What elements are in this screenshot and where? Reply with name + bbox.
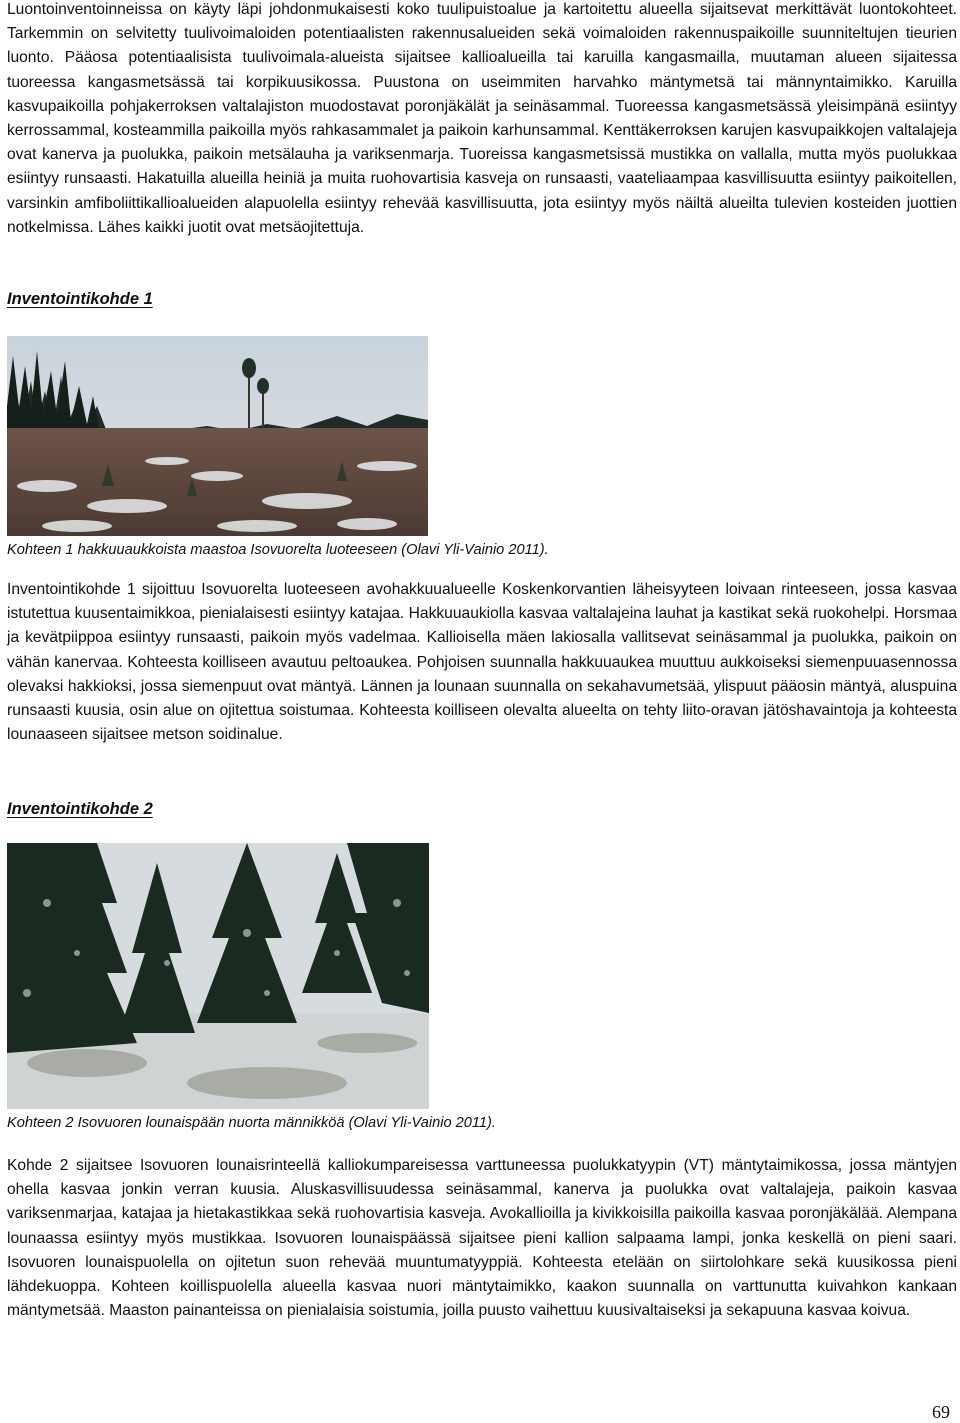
intro-paragraph: Luontoinventoinneissa on käyty läpi johdonmukaisesti koko tuulipuistoalue ja kartoitettu alueella sijaitsevat merkittävät luontokohteet. Tarkemmin on selvitetty tuulivoimaloiden potentiaalisten rakennusalueiden sekä voimaloiden rakennuspaikoille suunniteltujen tieurien luonto. Pääosa potentiaalisista tuulivoimala-alueista sijaitsee kallioalueilla tai karuilla kangasmailla, muutaman alueen sijaitessa tuoreessa kangasmetsässä tai korpikuusikossa. Puustona on useimmiten harvahko mäntymetsä tai männyntaimikko. Karuilla kasvupaikoilla pohjakerroksen valtalajiston muodostavat poronjäkälät ja seinäsammal. Tuoreessa kangasmetsässä yleisimpänä esiintyy kerrossammal, kosteammilla paikoilla myös rahkasammalet ja paikoin karhunsammal. Kenttäkerroksen karujen kasvupaikkojen valtalajeja ovat kanerva ja puolukka, paikoin metsälauha ja variksenmarja. Tuoreissa kangasmetsissä mustikka on vallalla, mutta myös puolukkaa esiintyy runsaasti. Hakatuilla alueilla heiniä ja muita ruohovartisia kasveja on runsaasti, vaateliaampaa kasvillisuutta esiintyy paikoitellen, varsinkin amfiboliittikallioalueiden alapuolella esiintyy rehevää kasvillisuutta, jota esiintyy myös näiltä alueilta tulevien kosteiden juottien notkelmissa. Lähes kaikki juotit ovat metsäojitettuja. xyxy=(7,1,957,236)
site1-caption: Kohteen 1 hakkuuaukkoista maastoa Isovuorelta luoteeseen (Olavi Yli-Vainio 2011). xyxy=(7,542,549,558)
site1-heading: Inventointikohde 1 xyxy=(7,290,153,308)
site2-text: Kohde 2 sijaitsee Isovuoren lounaisrinteellä kalliokumpareisessa varttuneessa puolukkatyypin (VT) mäntytaimikossa, jossa mäntyjen ohella kasvaa jonkin verran kuusia. Aluskasvillisuudessa seinäsammal, kanerva ja puolukka ovat valtalajeja, paikoin kasvaa variksenmarjaa, katajaa ja hietakastikkaa sekä ruohovartisia kasveja. Avokallioilla ja kivikkoisilla paikoilla kasvaa poronjäkälää. Alempana lounaassa esiintyy myös mustikkaa. Isovuoren lounaispäässä sijaitsee pieni kallion salpaama lampi, jonka keskellä on pieni saari. Isovuoren lounaispuolella on ojitetun suon rehevää muuntumatyyppiä. Kohteesta etelään on siirtolohkare sekä kuusikossa pieni lähdekuoppa. Kohteen koillispuolella alueella kasvaa nuori mäntytaimikko, kaakon suunnalla on varttunutta kuivahkon kankaan mäntymetsää. Maaston painanteissa on pienialaisia soistumia, joilla puusto vaihettuu kuusivaltaiseksi ja sekapuuna kasvaa koivua. xyxy=(7,1157,957,1320)
page-number: 69 xyxy=(932,1402,950,1422)
site1-text: Inventointikohde 1 sijoittuu Isovuorelta luoteeseen avohakkuualueelle Koskenkorvantien läheisyyteen loivaan rinteeseen, jossa kasvaa istutettua kuusentaimikkoa, pienialaisesti esiintyy katajaa. Hakkuuaukiolla kasvaa valtalajeina lauhat ja kastikat sekä ruokohelpi. Horsmaa ja kevätpiippoa esiintyy runsaasti, paikoin myös vadelmaa. Kallioisella mäen lakiosalla vallitsevat seinäsammal ja puolukka, paikoin on vähän kanervaa. Kohteesta koilliseen avautuu peltoaukea. Pohjoisen suunnalla hakkuuaukea muuttuu aukkoiseksi siemenpuuasennossa olevaksi hakkioksi, jossa siemenpuut ovat mäntyä. Lännen ja lounaan suunnalla on sekahavumetsää, ylispuut pääosin mäntyä, aluspuina runsaasti kuusia, osin alue on ojitettua soistumaa. Kohteesta koilliseen olevalta alueelta on tehty liito-oravan jätöshavaintoja ja kohteesta lounaaseen sijaitsee metson soidinalue. xyxy=(7,581,957,744)
site2-caption: Kohteen 2 Isovuoren lounaispään nuorta männikköä (Olavi Yli-Vainio 2011). xyxy=(7,1115,496,1131)
site2-photo xyxy=(7,843,429,1109)
site1-photo xyxy=(7,336,428,536)
site2-heading: Inventointikohde 2 xyxy=(7,800,153,818)
